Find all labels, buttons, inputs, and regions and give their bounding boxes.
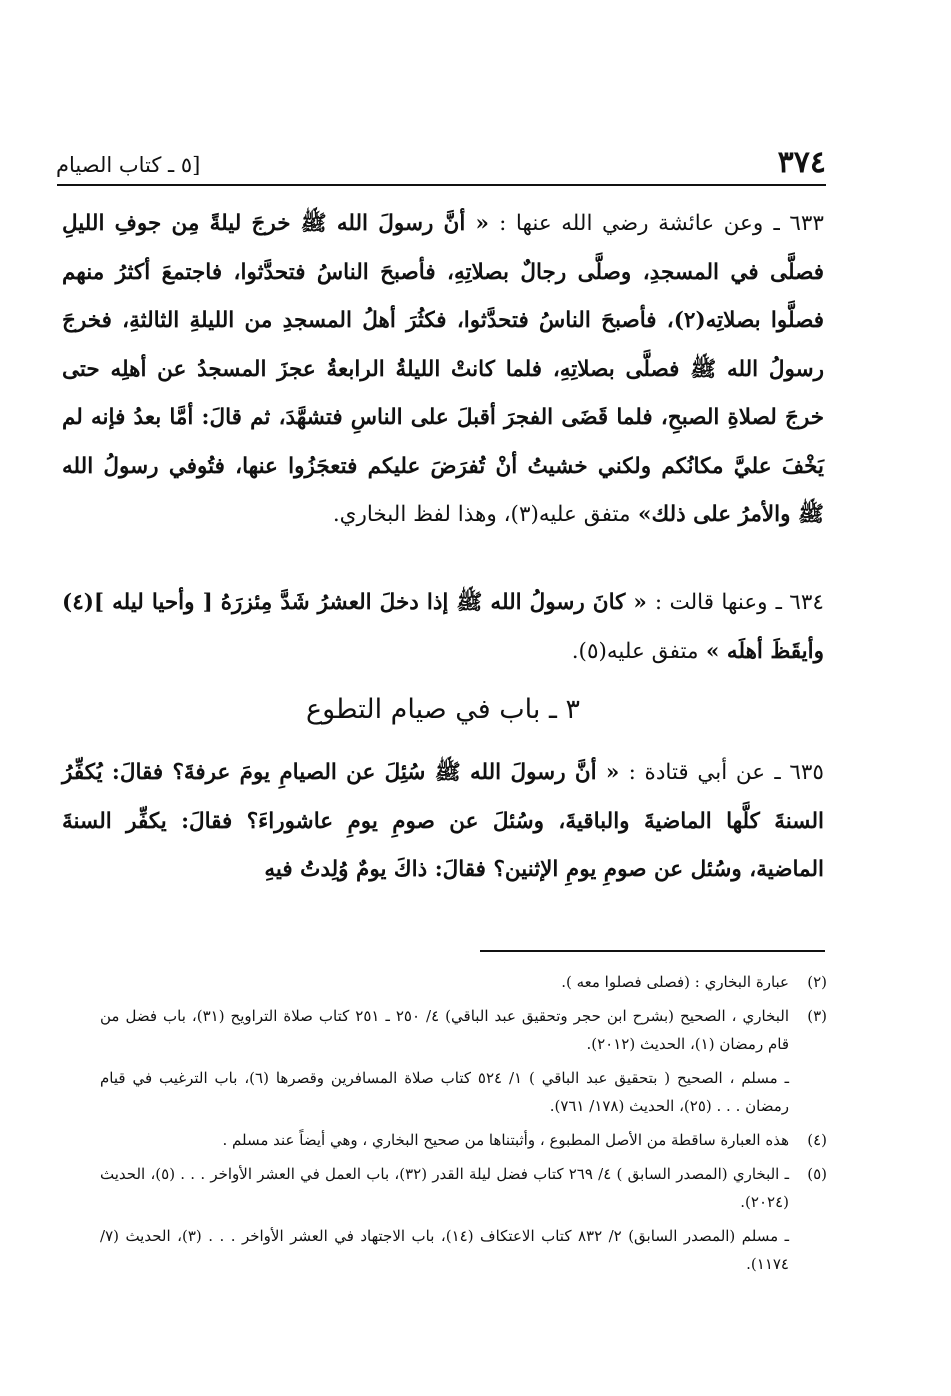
hadith-text: « كانَ رسولُ الله ﷺ إذا دخلَ العشرُ شَدَّ مِئزرَهُ [ وأحيا ليله ](٤) وأيقَظَ أهلَه » [62, 590, 824, 664]
footnote-3 [100, 1002, 827, 1058]
footnote-number: (٥) [807, 1165, 827, 1183]
hadith-text: « أنَّ رسولَ الله ﷺ سُئِلَ عن الصيامِ يومَ عرفةَ؟ فقالَ: يُكفِّرُ السنةَ كلَّها الماضيةَ والباقيةَ، وسُئلَ عن صومِ يومِ عاشوراءَ؟ فقالَ: يكفِّر السنةَ الماضية، وسُئل عن صومِ يومِ الإثنين؟ فقالَ: ذاكَ يومٌ وُلِدتُ فيهِ [62, 760, 824, 882]
hadith-number: ٦٣٣ ـ [773, 211, 824, 236]
hadith-narrator: وعن عائشة رضي الله عنها : [499, 211, 764, 236]
footnote-3-continuation: ـ مسلم ، الصحيح ( بتحقيق عبد الباقي ) ١/ ٥٢٤ كتاب صلاة المسافرين وقصرها (٦)، باب الترغيب في قيام رمضان . . . (٢٥)، الحديث (١٧٨/ ٧٦١). [100, 1069, 789, 1115]
hadith-number: ٦٣٥ ـ [774, 760, 824, 785]
hadith-633 [62, 200, 824, 540]
hadith-634 [62, 579, 824, 676]
hadith-source: متفق عليه(٥). [571, 638, 699, 664]
hadith-narrator: وعنها قالت : [654, 590, 768, 615]
footnote-5 [100, 1160, 827, 1216]
footnote-5-continuation: ـ مسلم (المصدر السابق) ٢/ ٨٣٢ كتاب الاعتكاف (١٤)، باب الاجتهاد في العشر الأواخر . . . (٣)، الحديث (٧/ ١١٧٤). [100, 1227, 789, 1273]
hadith-source: متفق عليه(٣)، وهذا لفظ البخاري. [332, 502, 631, 527]
hadith-text: « أنَّ رسولَ الله ﷺ خرجَ ليلةً مِن جوفِ الليلِ فصلَّى في المسجدِ، وصلَّى رجالٌ بصلاتِهِ، فأصبحَ الناسُ فتحدَّثوا، فاجتمعَ أكثرُ منهم فصلَّوا بصلاتِه(٢)، فأصبحَ الناسُ فتحدَّثوا، فكثُرَ أهلُ المسجدِ من الليلةِ الثالثةِ، فخرجَ رسولُ الله ﷺ فصلَّى بصلاتِهِ، فلما كانتْ الليلةُ الرابعةُ عجزَ المسجدُ عن أهلِه حتى خرجَ لصلاةِ الصبحِ، فلما قَضَى الفجرَ أقبلَ على الناسِ فتشهَّدَ، ثم قالَ: أمَّا بعدُ فإنه لم يَخْفَ عليَّ مكانُكم ولكني خشيتُ أنْ تُفرَضَ عليكم فتعجَزُوا عنها، فتُوفي رسولُ الله ﷺ والأمرُ على ذلك» [62, 211, 825, 527]
footnote-2 [100, 968, 827, 996]
chapter-title: ٣ ـ باب في صيام التطوع [305, 694, 580, 725]
footnote-number: (٤) [807, 1131, 827, 1149]
hadith-narrator: عن أبي قتادة : [628, 760, 766, 785]
header-rule [57, 184, 826, 186]
hadith-number: ٦٣٤ ـ [775, 590, 824, 615]
footnote-number: (٢) [807, 973, 827, 991]
footnote-text: عبارة البخاري : (فصلى فصلوا معه ). [561, 973, 789, 991]
footnote-4 [100, 1126, 827, 1154]
footnote-text: البخاري ، الصحيح (بشرح ابن حجر وتحقيق عبد الباقي) ٤/ ٢٥٠ ـ ٢٥١ كتاب صلاة التراويح (٣١)، باب فضل من قام رمضان (١)، الحديث (٢٠١٢). [100, 1007, 789, 1053]
footnote-text: ـ البخاري (المصدر السابق ) ٤/ ٢٦٩ كتاب فضل ليلة القدر (٣٢)، باب العمل في العشر الأواخر . . . (٥)، الحديث (٢٠٢٤). [100, 1165, 789, 1211]
footnote-number: (٣) [807, 1007, 827, 1025]
footnotes [100, 968, 827, 1284]
page-number: ٣٧٤ [777, 145, 826, 180]
footnote-text: هذه العبارة ساقطة من الأصل المطبوع ، وأثبتناها من صحيح البخاري ، وهي أيضاً عند مسلم . [222, 1131, 789, 1149]
footnotes-rule [480, 950, 825, 952]
hadith-635 [62, 749, 824, 895]
page-header [56, 138, 826, 178]
running-head: [٥ ـ كتاب الصيام [56, 153, 201, 177]
